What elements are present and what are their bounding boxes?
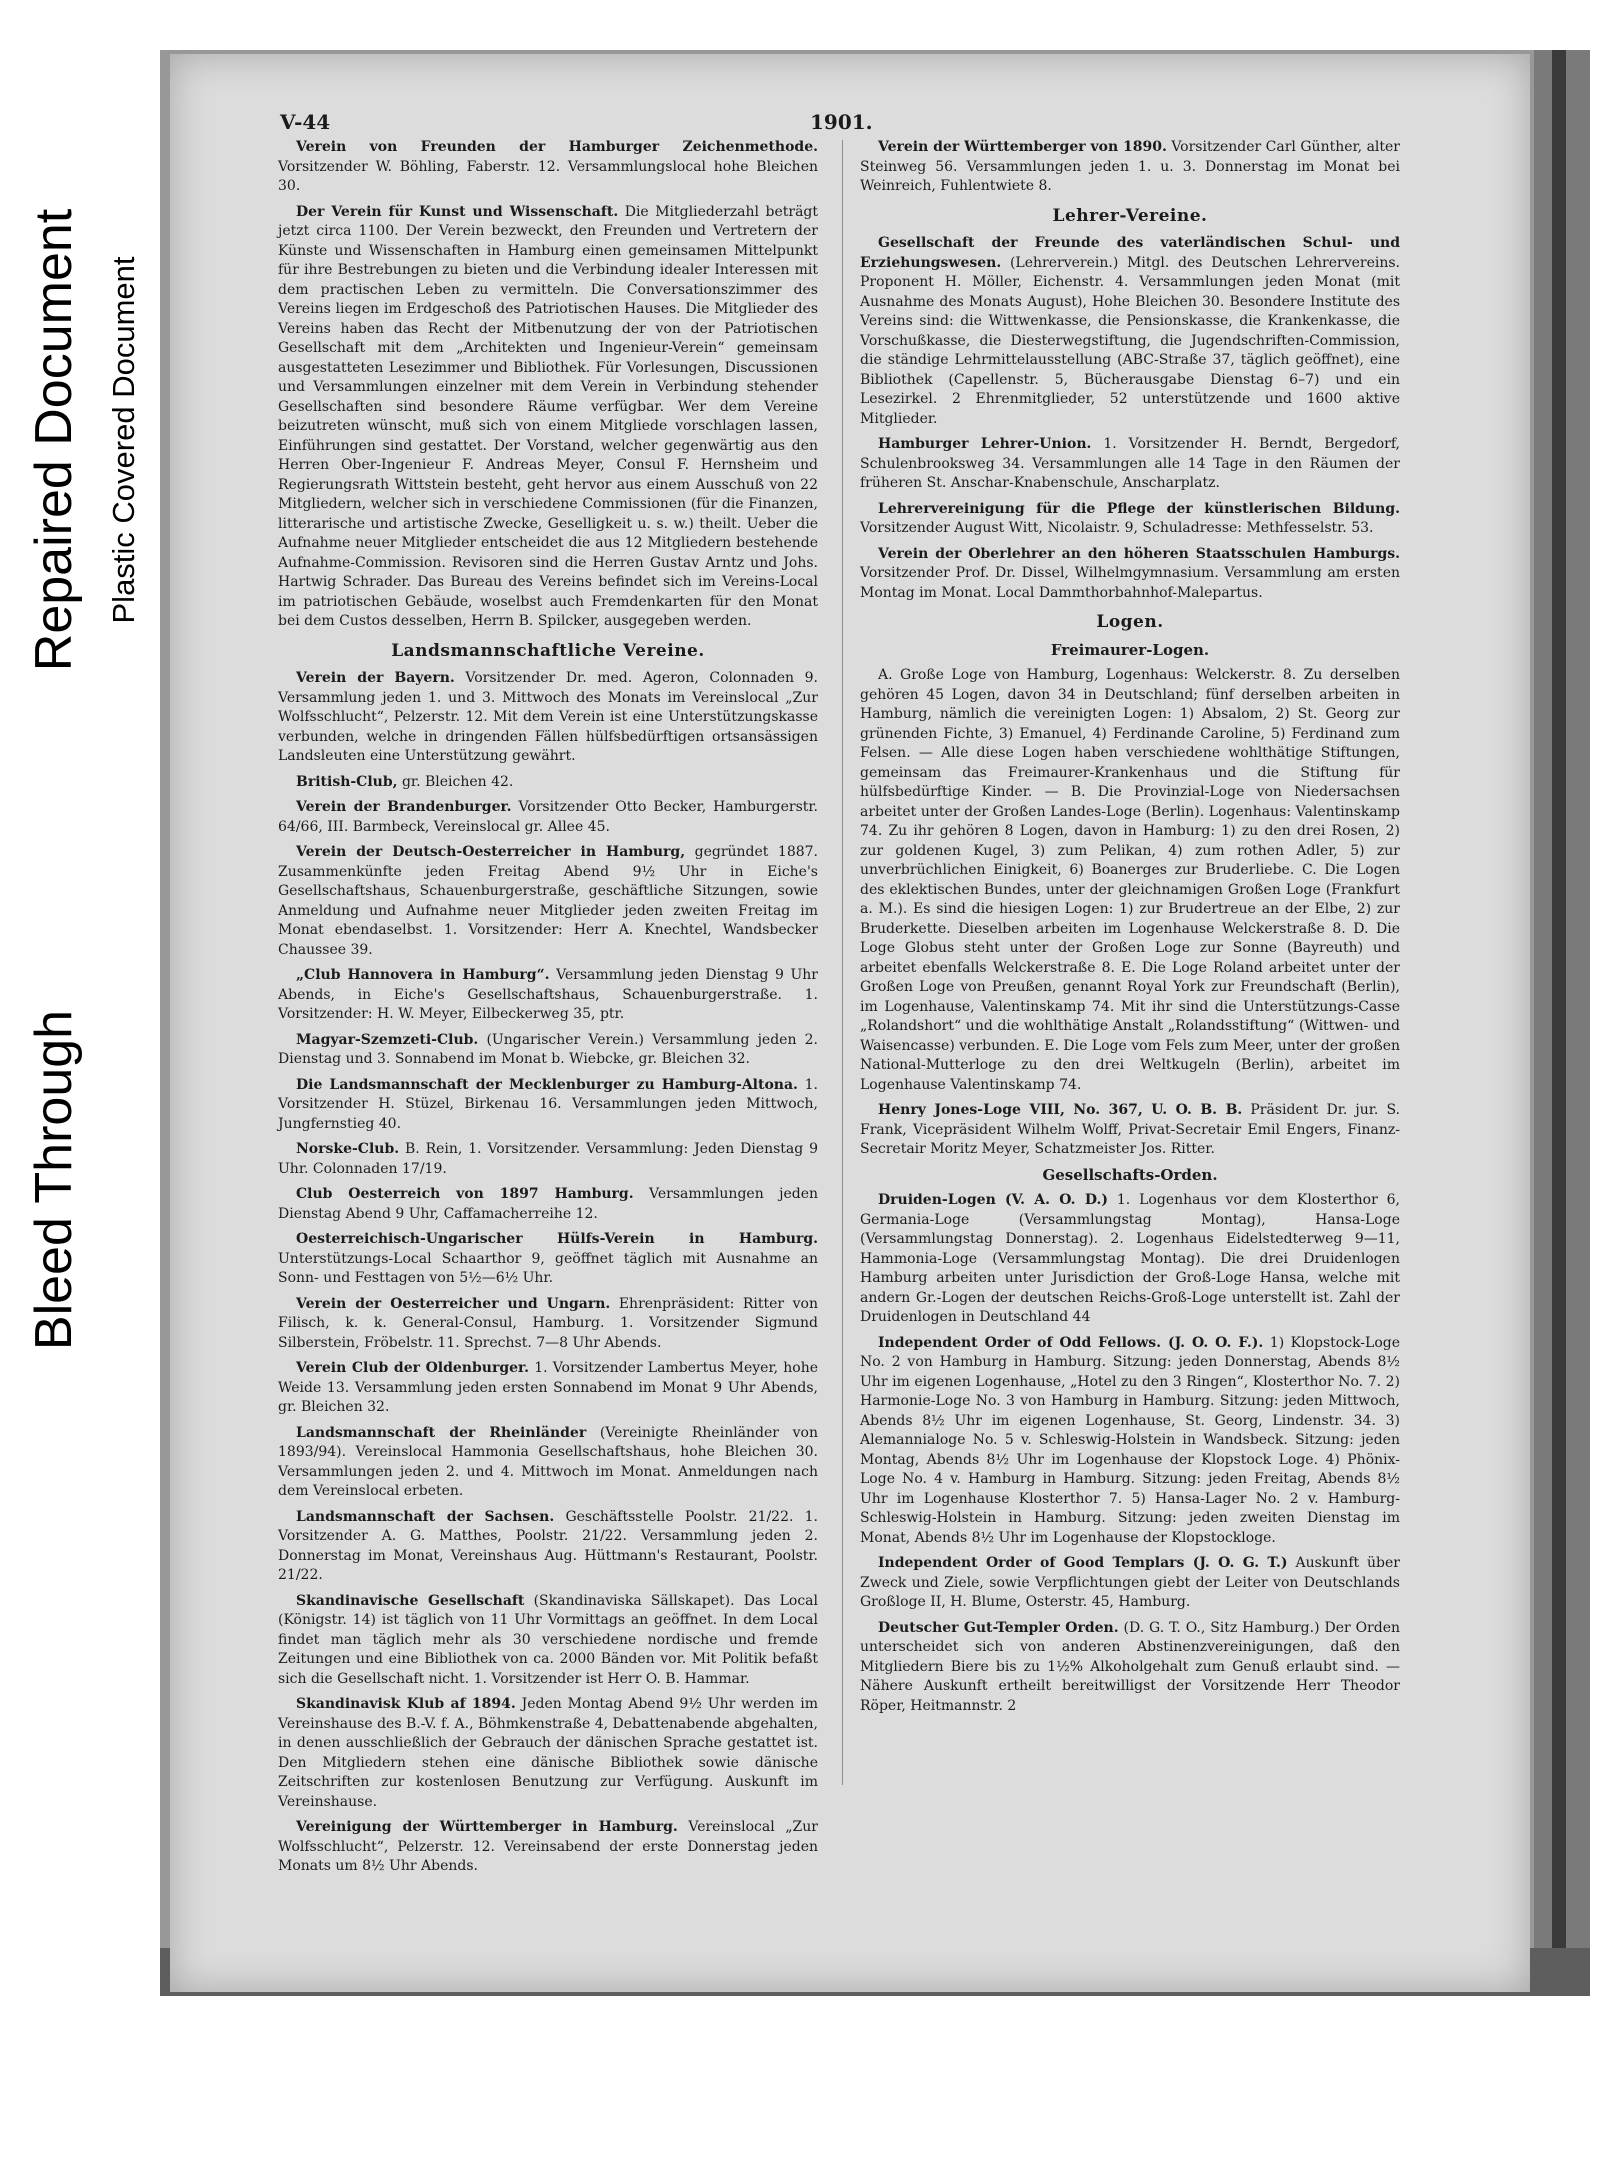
entry bbox=[860, 1619, 1400, 1717]
entry bbox=[860, 1101, 1400, 1160]
page-number: V-44 bbox=[280, 110, 331, 134]
entry-title: Oesterreichisch-Ungarischer Hülfs-Verein in Hamburg. bbox=[296, 1231, 818, 1247]
scanned-page bbox=[160, 50, 1590, 1996]
entry-text: (Skandinaviska Sällskapet). Das Local (Königstr. 14) ist täglich von 11 Uhr Vormittags an geöffnet. In dem Local findet man täglich mehr als 30 verschiedene nordische und fremde Zeitungen und eine Bibliothek von ca. 2000 Bänden vor. Mit Politik befaßt sich die Gesellschaft nicht. 1. Vorsitzender ist Herr O. B. Hammar. bbox=[278, 1592, 819, 1687]
entry bbox=[278, 1508, 818, 1586]
entry-text: Vorsitzender August Witt, Nicolaistr. 9, Schuladresse: Methfesselstr. 53. bbox=[860, 520, 1374, 536]
entry bbox=[278, 1185, 818, 1224]
entry bbox=[860, 545, 1400, 604]
entry-text: Versammlungen jeden Dienstag Abend 9 Uhr, Caffamacherreihe 12. bbox=[278, 1186, 819, 1222]
entry bbox=[278, 1818, 818, 1877]
entry-title: Verein der Bayern. bbox=[296, 670, 455, 686]
entry-title: Verein der Brandenburger. bbox=[296, 799, 512, 815]
plastic-covered-label: Plastic Covered Document bbox=[106, 256, 141, 624]
entry-title: Lehrervereinigung für die Pflege der künstlerischen Bildung. bbox=[878, 500, 1400, 517]
entry-text: (Lehrerverein.) Mitgl. des Deutschen Lehrervereins. Proponent H. Möller, Eichenstr. 4. Versammlungen jeden Monat (mit Ausnahme des Monats August), Hohe Bleichen 30. Besondere Institute des Vereins sind: die Wittwenkasse, die Pensionskasse, die Krankenkasse, die Vorschußkasse, die Diesterwegstiftung, die Jugendschriften-Commission, die ständige Lehrmittelausstellung (ABC-Straße 37, täglich geöffnet), eine Bibliothek (Capellenstr. 5, Bücherausgabe Dienstag 6–7) und ein Lesezirkel. 2 Ehrenmitglieder, 52 unterstützende und 1600 aktive Mitglieder. bbox=[860, 254, 1401, 427]
left-column bbox=[278, 138, 818, 1883]
entry-text: Geschäftsstelle Poolstr. 21/22. 1. Vorsitzender A. G. Matthes, Poolstr. 21/22. Versammlung jeden 2. Donnerstag im Monat, Vereinshaus Aug. Hüttmann's Restaurant, Poolstr. 21/22. bbox=[278, 1508, 819, 1583]
entry-title: Club Oesterreich von 1897 Hamburg. bbox=[296, 1186, 634, 1202]
entry-title: Norske-Club. bbox=[296, 1141, 400, 1157]
entry-title: Der Verein für Kunst und Wissenschaft. bbox=[296, 203, 619, 220]
entry bbox=[278, 1359, 818, 1418]
page-paper bbox=[170, 54, 1530, 1992]
entry-text: Vorsitzender W. Böhling, Faberstr. 12. Versammlungslocal hohe Bleichen 30. bbox=[278, 158, 818, 194]
entry bbox=[860, 234, 1400, 429]
entry-title: British-Club, bbox=[296, 773, 398, 790]
entry-text: Jeden Montag Abend 9½ Uhr werden im Vereinshause des B.-V. f. A., Böhmkenstraße 4, Debattenabende abgehalten, in denen ausschließlich der Gebrauch der dänischen Sprache gestattet ist. Den Mitgliedern stehen eine dänische Bibliothek sowie dänische Zeitschriften zur kostenlosen Benutzung zur Verfügung. Auskunft im Vereinshause. bbox=[278, 1696, 819, 1810]
entry bbox=[278, 203, 818, 632]
entry bbox=[278, 773, 818, 793]
entry-title: Verein der Württemberger von 1890. bbox=[878, 139, 1167, 155]
entry-text: Auskunft über Zweck und Ziele, sowie Verpflichtungen giebt der Leiter von Deutschlands Großloge II, H. Blume, Osterstr. 45, Hamburg. bbox=[860, 1555, 1400, 1610]
entry-text: 1. Vorsitzender H. Berndt, Bergedorf, Schulenbrooksweg 34. Versammlungen alle 14 Tage in den Räumen der früheren St. Anschar-Knabenschule, Anscharplatz. bbox=[860, 436, 1400, 491]
entry-title: Gesellschaft der Freunde des vaterländischen Schul- und Erziehungswesen. bbox=[860, 235, 1400, 271]
entry bbox=[860, 500, 1400, 539]
entry-title: Independent Order of Odd Fellows. (J. O. O. F.). bbox=[878, 1334, 1264, 1351]
entry-text: Vorsitzender Carl Günther, alter Steinweg 56. Versammlungen jeden 1. u. 3. Donnerstag im Monat bei Weinreich, Fuhlentwiete 8. bbox=[860, 139, 1401, 194]
entry-text: (Ungarischer Verein.) Versammlung jeden 2. Dienstag und 3. Sonnabend im Monat b. Wiebcke, gr. Bleichen 32. bbox=[278, 1031, 818, 1067]
entry-title: Verein von Freunden der Hamburger Zeichenmethode. bbox=[296, 139, 818, 155]
entry bbox=[278, 1295, 818, 1354]
entry-text: (D. G. T. O., Sitz Hamburg.) Der Orden unterscheidet sich von anderen Abstinenzvereinigungen, daß den Mitgliedern Biere bis zu 1½% Alkoholgehalt zum Genuß erlaubt sind. — Nähere Auskunft ertheilt bereitwilligst der Vorsitzende Herr Theodor Röper, Heitmannstr. 2 bbox=[860, 1619, 1401, 1714]
entry-text: Präsident Dr. jur. S. Frank, Vicepräsident Wilhelm Wolff, Privat-Secretair Emil Engers, Finanz-Secretair Moritz Meyer, Schatzmeister Jos. Ritter. bbox=[860, 1102, 1400, 1157]
entry bbox=[860, 435, 1400, 494]
entry-text: A. Große Loge von Hamburg, Logenhaus: Welckerstr. 8. Zu derselben gehören 45 Logen, davon 34 in Deutschland; fünf derselben arbeiten in Hamburg, nämlich die vereinigten Logen: 1) Absalom, 2) St. Georg zur grünenden Fichte, 3) Emanuel, 4) Ferdinande Caroline, 5) Ferdinand zum Felsen. — Alle diese Logen haben verschiedene wohlthätige Stiftungen, gemeinsam das Freimaurer-Krankenhaus und die Stiftung für hülfsbedürftige Kinder. — B. Die Provinzial-Loge von Niedersachsen arbeitet unter der Großen Landes-Loge (Berlin). Logenhaus: Valentinskamp 74. Zu ihr gehören 8 Logen, davon in Hamburg: 1) zu den drei Rosen, 2) zur goldenen Kugel, 3) zum Pelikan, 4) zum rothen Adler, 5) zur unverbrüchlichen Einigkeit, 6) Boanerges zur Bruderliebe. C. Die Logen des eklektischen Bundes, unter der gleichnamigen Großen Loge (Frankfurt a. M.). Es sind die hiesigen Logen: 1) zur Brudertreue an der Elbe, 2) zur Bruderkette. Dieselben arbeiten im Logenhause Welckerstraße 8. D. Die Loge Globus steht unter der Großen Loge zur Sonne (Bayreuth) und arbeitet ebenfalls Welckerstraße 8. E. Die Loge Roland arbeitet unter der Großen Loge von Preußen, genannt Royal York zur Freundschaft (Berlin), im Logenhause, Valentinskamp 74. Mit ihr sind die Unterstützungs-Casse „Rolandshort“ und die wohlthätige Anstalt „Rolandsstiftung“ (Wittwen- und Waisencasse) verbunden. E. Die Loge vom Fels zum Meer, unter der großen National-Mutterloge zu den drei Weltkugeln (Berlin), arbeitet im Logenhause Valentinskamp 74. bbox=[860, 667, 1400, 1093]
repaired-document-label: Repaired Document bbox=[25, 208, 83, 672]
right-column bbox=[860, 138, 1400, 1722]
entry-title: „Club Hannovera in Hamburg“. bbox=[296, 967, 550, 983]
entry-title: Druiden-Logen (V. A. O. D.) bbox=[878, 1192, 1108, 1208]
entry-text: 1. Logenhaus vor dem Klosterthor 6, Germania-Loge (Versammlungstag Montag), Hansa-Loge (Versammlungstag Donnerstag). 2. Logenhaus Eidelstedterweg 9—11, Hammonia-Loge (Versammlungstag Montag). Die drei Druidenlogen Hamburg arbeiten unter Jurisdiction der Groß-Loge Hansa, welche mit andern Gr.-Logen der deutschen Reichs-Groß-Loge unterstellt ist. Zahl der Druidenlogen in Deutschland 44 bbox=[860, 1192, 1401, 1325]
entry-title: Henry Jones-Loge VIII, No. 367, U. O. B. B. bbox=[878, 1102, 1243, 1118]
entry bbox=[278, 1424, 818, 1502]
entry bbox=[278, 1076, 818, 1135]
scan-right-edge bbox=[1534, 50, 1590, 1996]
entry-title: Verein der Deutsch-Oesterreicher in Hamburg, bbox=[296, 844, 686, 860]
entry-text: Vorsitzender Dr. med. Ageron, Colonnaden 9. Versammlung jeden 1. und 3. Mittwoch des Monats im Vereinslocal „Zur Wolfsschlucht“, Pelzerstr. 12. Mit dem Verein ist eine Unterstützungskasse verbunden, welche in dringenden Fällen hülfsbedürftigen ortsansässigen Landsleuten eine Unterstützung gewährt. bbox=[278, 670, 819, 764]
entry-text: Die Mitgliederzahl beträgt jetzt circa 1100. Der Verein bezweckt, den Freunden und Vertretern der Künste und Wissenschaften in Hamburg einen gemeinsamen Mittelpunkt für ihre Bestrebungen zu bieten und die Verbindung idealer Interessen mit dem practischen Leben zu vermitteln. Die Conversationszimmer des Vereins liegen im Erdgeschoß des Patriotischen Hauses. Die Mitglieder des Vereins haben das Recht der Mitbenutzung der von der Patriotischen Gesellschaft mit dem „Architekten und Ingenieur-Verein“ gemeinsam ausgestatteten Lesezimmer und Bibliothek. Für Vorlesungen, Discussionen und Versammlungen einzelner mit dem Verein in Verbindung stehender Gesellschaften sind besondere Räume verfügbar. Wer dem Vereine beizutreten wünscht, muß sich von einem Mitgliede vorschlagen lassen, Einführungen sind gestattet. Der Vorstand, welcher gegenwärtig aus den Herren Ober-Ingenieur F. Andreas Meyer, Consul F. Hernsheim und Regierungsrath Wittstein besteht, geht hervor aus einem Ausschuß von 22 Mitgliedern, welcher sich in verschiedene Commissionen (für die Finanzen, litterarische und artistische Zwecke, Geselligkeit u. s. w.) theilt. Ueber die Aufnahme neuer Mitglieder entscheidet die aus 12 Mitgliedern bestehende Aufnahme-Commission. Revisoren sind die Herren Gustav Arntz und Johs. Hartwig Schrader. Das Bureau des Vereins befindet sich im Vereins-Local im patriotischen Gebäude, woselbst auch Fremdenkarten für den Monat bei dem Custos desselben, Herrn B. Spilcker, ausgegeben werden. bbox=[278, 203, 819, 629]
entry-text: gegründet 1887. Zusammenkünfte jeden Freitag Abend 9½ Uhr in Eiche's Gesellschaftshaus, Schauenburgerstraße, geschäftliche Sitzungen, sowie Anmeldung und Aufnahme neuer Mitglieder jeden zweiten Freitag im Monat ebendaselbst. 1. Vorsitzender: Herr A. Knechtel, Wandsbecker Chaussee 39. bbox=[278, 844, 819, 958]
page-year: 1901. bbox=[810, 110, 873, 134]
entry bbox=[278, 843, 818, 960]
section-heading: Lehrer-Vereine. bbox=[1052, 205, 1208, 226]
entry-title: Vereinigung der Württemberger in Hamburg. bbox=[296, 1819, 678, 1835]
bleed-through-label: Bleed Through bbox=[25, 1009, 83, 1351]
entry bbox=[860, 666, 1400, 1095]
entry-text: Versammlung jeden Dienstag 9 Uhr Abends, in Eiche's Gesellschaftshaus, Schauenburgerstraße. 1. Vorsitzender: H. W. Meyer, Eilbeckerweg 35, ptr. bbox=[278, 967, 818, 1022]
entry bbox=[278, 798, 818, 837]
entry-title: Hamburger Lehrer-Union. bbox=[878, 436, 1092, 452]
entry-title: Verein der Oesterreicher und Ungarn. bbox=[296, 1295, 611, 1312]
entry-title: Die Landsmannschaft der Mecklenburger zu Hamburg-Altona. bbox=[296, 1076, 798, 1093]
entry-title: Skandinavisk Klub af 1894. bbox=[296, 1696, 516, 1712]
entry bbox=[278, 1695, 818, 1812]
entry-title: Skandinavische Gesellschaft bbox=[296, 1592, 525, 1609]
entry bbox=[278, 138, 818, 197]
entry-title: Deutscher Gut-Templer Orden. bbox=[878, 1619, 1119, 1636]
entry bbox=[278, 1140, 818, 1179]
subsection-heading: Gesellschafts-Orden. bbox=[1042, 1165, 1218, 1184]
entry-text: (Vereinigte Rheinländer von 1893/94). Vereinslocal Hammonia Gesellschaftshaus, hohe Bleichen 30. Versammlungen jeden 2. und 4. Mittwoch im Monat. Anmeldungen nach dem Vereinslocal erbeten. bbox=[278, 1424, 818, 1499]
entry-title: Independent Order of Good Templars (J. O. G. T.) bbox=[878, 1555, 1288, 1571]
section-heading: Landsmannschaftliche Vereine. bbox=[391, 640, 705, 661]
entry bbox=[278, 1230, 818, 1289]
entry-text: Ehrenpräsident: Ritter von Filisch, k. k. General-Consul, Hamburg. 1. Vorsitzender Sigmund Silberstein, Fröbelstr. 11. Sprechst. 7—8 Uhr Abends. bbox=[278, 1295, 818, 1351]
entry-title: Verein der Oberlehrer an den höheren Staatsschulen Hamburgs. bbox=[878, 545, 1400, 562]
entry bbox=[860, 1334, 1400, 1549]
entry bbox=[278, 966, 818, 1025]
entry bbox=[860, 138, 1400, 197]
entry bbox=[278, 669, 818, 767]
entry-title: Landsmannschaft der Rheinländer bbox=[296, 1424, 587, 1441]
entry bbox=[278, 1031, 818, 1070]
entry-text: 1) Klopstock-Loge No. 2 von Hamburg in Hamburg. Sitzung: jeden Donnerstag, Abends 8½ Uhr im eigenen Logenhause, „Hotel zu den 3 Ringen“, Klosterthor No. 7. 2) Harmonie-Loge No. 3 von Hamburg in Hamburg. Sitzung: jeden Mittwoch, Abends 8½ Uhr im eigenen Logenhause, St. Georg, Lindenstr. 34. 3) Alemannialoge No. 5 v. Schleswig-Holstein in Wandsbeck. Sitzung: jeden Montag, Abends 8½ Uhr im Logenhause der Klopstock Loge. 4) Phönix-Loge No. 4 v. Hamburg in Hamburg. Sitzung: jeden Freitag, Abends 8½ Uhr im Logenhause Klosterthor 7. 5) Hansa-Lager No. 2 v. Hamburg-Schleswig-Holstein in Hamburg. Sitzung: jeden zweiten Dienstag im Monat, Abends 8½ Uhr im Logenhause der Klopstockloge. bbox=[860, 1334, 1401, 1546]
entry-text: Vorsitzender Prof. Dr. Dissel, Wilhelmgymnasium. Versammlung am ersten Montag im Monat. Local Dammthorbahnhof-Malepartus. bbox=[860, 565, 1400, 601]
entry bbox=[860, 1191, 1400, 1328]
subsection-heading: Freimaurer-Logen. bbox=[1050, 640, 1210, 659]
entry-text: Unterstützungs-Local Schaarthor 9, geöffnet täglich mit Ausnahme an Sonn- und Festtagen von 5½—6½ Uhr. bbox=[278, 1250, 818, 1286]
entry bbox=[860, 1554, 1400, 1613]
entry bbox=[278, 1592, 818, 1690]
entry-title: Verein Club der Oldenburger. bbox=[296, 1360, 529, 1376]
entry-title: Landsmannschaft der Sachsen. bbox=[296, 1508, 555, 1525]
entry-title: Magyar-Szemzeti-Club. bbox=[296, 1031, 479, 1048]
column-divider bbox=[842, 140, 843, 1785]
entry-text: B. Rein, 1. Vorsitzender. Versammlung: Jeden Dienstag 9 Uhr. Colonnaden 17/19. bbox=[278, 1141, 818, 1177]
entry-text: Vorsitzender Otto Becker, Hamburgerstr. 64/66, III. Barmbeck, Vereinslocal gr. Allee 45. bbox=[278, 799, 818, 835]
section-heading: Logen. bbox=[1096, 612, 1164, 632]
entry-text: 1. Vorsitzender H. Stüzel, Birkenau 16. Versammlungen jeden Mittwoch, Jungfernstieg 40. bbox=[278, 1076, 818, 1132]
entry-text: Vereinslocal „Zur Wolfsschlucht“, Pelzerstr. 12. Vereinsabend der erste Donnerstag jeden Monats um 8½ Uhr Abends. bbox=[278, 1819, 818, 1874]
entry-text: gr. Bleichen 42. bbox=[401, 773, 514, 790]
entry-text: 1. Vorsitzender Lambertus Meyer, hohe Weide 13. Versammlung jeden ersten Sonnabend im Monat 9 Uhr Abends, gr. Bleichen 32. bbox=[278, 1360, 818, 1415]
